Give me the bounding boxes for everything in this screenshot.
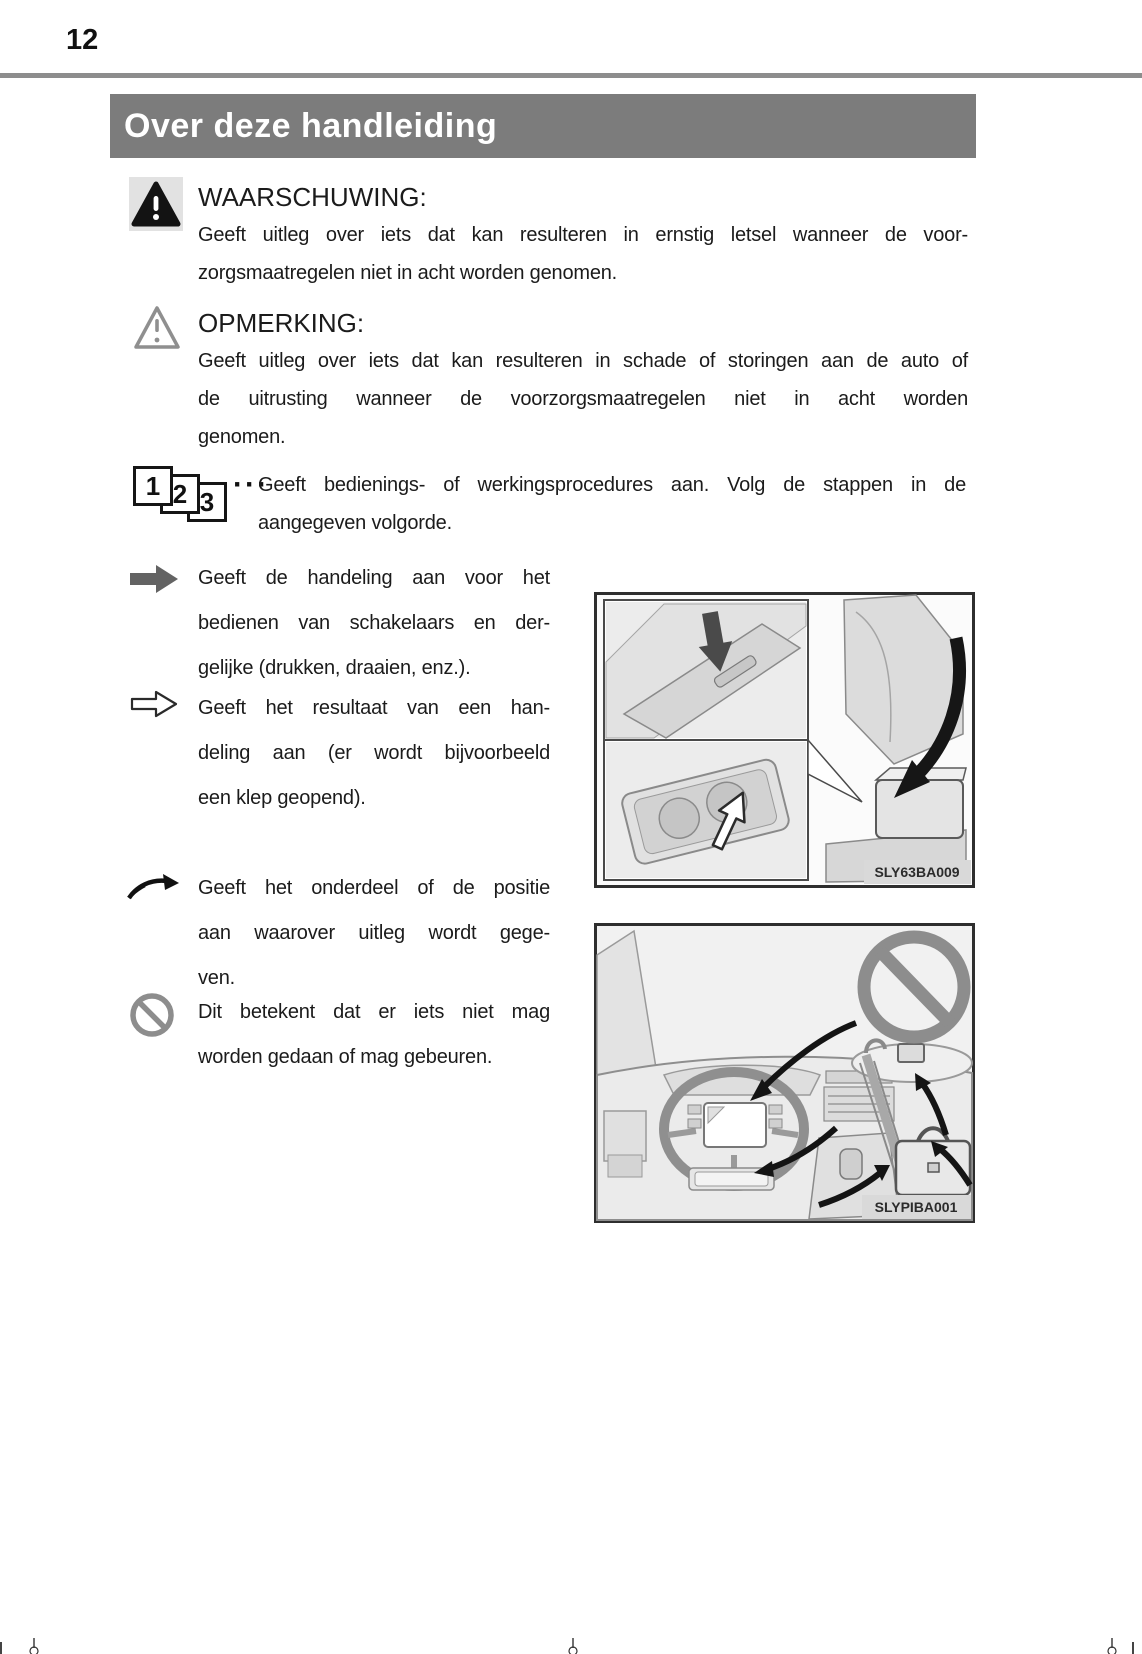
- steps-ellipsis: ···: [233, 468, 269, 501]
- steps-text-line: Geeft bedienings- of werkingsprocedures aan. Volg de stappen in de: [258, 474, 966, 496]
- step-box-3: 3: [187, 482, 227, 522]
- warning-section: [198, 178, 968, 292]
- action-text-line: gelijke (drukken, draaien, enz.).: [198, 657, 471, 679]
- indication-text-line: aan waarover uitleg wordt gege-: [198, 922, 550, 944]
- notice-text-line: de uitrusting wanneer de voorzorgsmaatregelen niet in acht worden: [198, 388, 968, 410]
- registration-mark: [565, 1638, 581, 1654]
- prohibition-text-line: worden gedaan of mag gebeuren.: [198, 1046, 493, 1068]
- notice-text-line: genomen.: [198, 426, 286, 448]
- notice-section: [198, 304, 968, 456]
- figure-armrest-storage: [594, 592, 975, 888]
- steps-section: [258, 466, 966, 542]
- action-text-line: bedienen van schakelaars en der-: [198, 612, 550, 634]
- prohibition-icon: [129, 992, 175, 1038]
- warning-triangle-icon: [129, 177, 183, 231]
- warning-text-line: zorgsmaatregelen niet in acht worden genomen.: [198, 262, 618, 284]
- notice-text-line: Geeft uitleg over iets dat kan resulteren in schade of storingen aan de auto of: [198, 350, 968, 372]
- registration-mark: [0, 1642, 2, 1654]
- result-text-line: Geeft het resultaat van een han-: [198, 697, 550, 719]
- result-text-line: deling aan (er wordt bijvoorbeeld: [198, 742, 550, 764]
- warning-heading: WAARSCHUWING:: [198, 182, 427, 212]
- outline-arrow-icon: [130, 689, 178, 719]
- page-number: 12: [66, 24, 99, 56]
- curved-arrow-icon: [127, 872, 179, 904]
- indication-text-line: Geeft het onderdeel of de positie: [198, 877, 550, 899]
- result-text-line: een klep geopend).: [198, 787, 366, 809]
- indication-text-line: ven.: [198, 967, 236, 989]
- solid-arrow-icon: [130, 565, 178, 593]
- header-rule: [0, 73, 1142, 78]
- inset-panel: [604, 600, 808, 880]
- action-text-line: Geeft de handeling aan voor het: [198, 567, 550, 589]
- action-section: [198, 556, 550, 691]
- warning-text-line: Geeft uitleg over iets dat kan resulteren in ernstig letsel wanneer de voor-: [198, 224, 968, 246]
- prohibition-text-line: Dit betekent dat er iets niet mag: [198, 1001, 550, 1023]
- figure-dashboard-prohibited: [594, 923, 975, 1223]
- indication-section: [198, 866, 550, 1001]
- registration-mark: [1104, 1638, 1120, 1654]
- figure-code: SLY63BA009: [874, 864, 960, 880]
- step-box-1: 1: [133, 466, 173, 506]
- page-title: Over deze handleiding: [124, 107, 498, 145]
- notice-heading: OPMERKING:: [198, 308, 365, 338]
- step-box-2: 2: [160, 474, 200, 514]
- section-title-banner: [110, 94, 976, 158]
- registration-mark: [26, 1638, 42, 1654]
- prohibition-section: [198, 990, 550, 1080]
- steps-text-line: aangegeven volgorde.: [258, 512, 452, 534]
- registration-mark: [1132, 1642, 1134, 1654]
- notice-triangle-icon: [132, 303, 182, 353]
- result-section: [198, 686, 550, 821]
- figure-code: SLYPIBA001: [874, 1199, 958, 1215]
